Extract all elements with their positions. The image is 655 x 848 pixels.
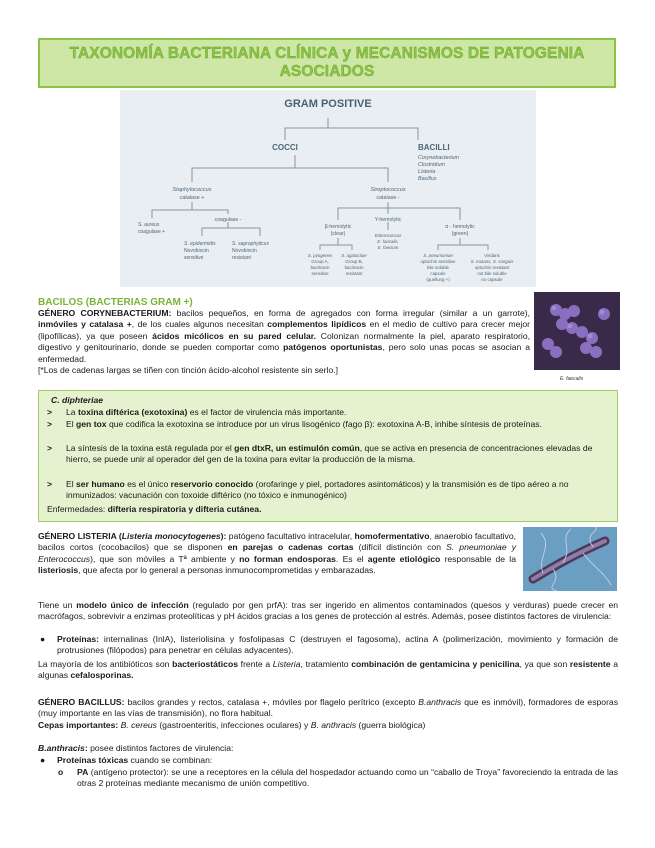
diagram-coag-neg: coagulase - (214, 217, 242, 223)
listeria-antibiotics-paragraph: La mayoría de los antibióticos son bacteriostáticos frente a Listeria, tratamiento combinación de gentamicina y penicilina, ya que son resistente a algunas cefalosporinas. (38, 659, 618, 681)
diagram-pneumoniae-4: capsule (430, 271, 446, 276)
diphtheriae-footer: Enfermedades: difteria respiratoria y difteria cutánea. (47, 504, 262, 514)
diagram-svg (120, 90, 536, 287)
diagram-sapro-3: resistant (232, 255, 251, 261)
diagram-pneumoniae-2: optochin sensitive (420, 259, 456, 264)
diagram-bacilli-label: BACILLI (418, 143, 450, 152)
bacteria-micrograph-image (534, 292, 620, 370)
diagram-gamma: Y-hemolytic (374, 217, 402, 223)
diagram-entero: Enterococcus (374, 233, 402, 238)
listeria-infection-paragraph: Tiene un modelo único de infección (regulado por gen prfA): tras ser ingerido en alimentos contaminados (quesos y verduras) puede crecer en macrófagos, sobrevivir a enzimas proteolíticas y pH ácidos gracias a los genes de protección al estrés. Además, posee distintos factores de virulencia: (38, 600, 619, 622)
diagram-epi-3: sensitive (184, 255, 204, 261)
diagram-alpha: α - hemolytic (445, 224, 475, 230)
diagram-bacilli-item: Clostridium (418, 162, 445, 168)
diagram-staph-label: Staphylococcus (172, 187, 212, 193)
diagram-pyogenes: S. pyogenes (307, 253, 333, 258)
diagram-alpha-sub: (green) (451, 231, 469, 237)
diagram-cocci-label: COCCI (272, 143, 298, 152)
diagram-viridans-2: S. mutans, S. sanguis (470, 259, 514, 264)
section-heading-bacilos: BACILOS (BACTERIAS GRAM +) (38, 297, 193, 308)
diagram-bacilli-item: Bacillus (418, 176, 437, 182)
diagram-epi-2: Novobiocin (184, 248, 209, 254)
diagram-viridans-3: optochin resistant (474, 265, 510, 270)
diagram-pneumoniae-5: (quellung +) (426, 277, 450, 282)
diagram-beta: β-hemolytic (324, 224, 352, 230)
listeria-image (523, 527, 617, 591)
anthracis-paragraph: B.anthracis: posee distintos factores de virulencia: (38, 743, 234, 753)
diagram-entero-2: E. faecalis, (377, 239, 399, 244)
diagram-pneumoniae-3: bile soluble (427, 265, 449, 270)
diagram-aureus-sub: coagulase + (138, 229, 166, 235)
diagram-aureus: S. aureus (138, 222, 160, 228)
diagram-pneumoniae: S. pneumoniae (423, 253, 453, 258)
gram-positive-diagram (120, 90, 536, 287)
diagram-agalactiae: S. agalactiae (341, 253, 367, 258)
diagram-agalactiae-3: bacitracin (344, 265, 364, 270)
bacillus-paragraph: GÉNERO BACILLUS: bacilos grandes y rectos, catalasa +, móviles por flagelo perítrico (excepto B.anthracis que es inmóvil), formadores de esporas (muy importante en las vías de transmisión), no flora habitual. Cepas importantes: B. cereus (gastroenteritis, infecciones oculares) y B. anthracis (guerra biológica) (38, 697, 619, 730)
diphtheriae-title: C. diphteriae (51, 395, 104, 405)
title-banner (38, 38, 616, 88)
diagram-root-label: GRAM POSITIVE (284, 98, 372, 110)
diagram-viridans: Viridans (484, 253, 500, 258)
diagram-pyogenes-4: sensitive (311, 271, 329, 276)
diagram-sapro-2: Novobiocin (232, 248, 257, 254)
diagram-agalactiae-2: Group B, (345, 259, 363, 264)
diagram-beta-sub: (clear) (330, 231, 346, 237)
diagram-pyogenes-3: bacitracin (310, 265, 330, 270)
diagram-entero-3: E. faecium (377, 245, 399, 250)
photo-caption: E. faecalis (560, 376, 584, 382)
diagram-viridans-4: not bile soluble (477, 271, 507, 276)
diagram-pyogenes-2: Group A, (311, 259, 329, 264)
diagram-bacilli-item: Listeria (418, 169, 436, 175)
diagram-epi: S. epidermidis (184, 241, 216, 247)
document-page: TAXONOMÍA BACTERIANA CLÍNICA y MECANISMOS DE PATOGENIA ASOCIADOS GRAM POSITIVE COCCI BACILLI Corynebacterium Clostridium Listeria Bacillus Staphylococcus catalase + Streptococcus catalase - S. aureus coagulase + coagulase - S. epidermidis Novobiocin sensitive S. saprophyticus Novobiocin resistant β-hemolytic (clear) Y-hemolytic α - hemolytic (green) Enterococcus E. faecalis, E. faecium S. pyogenes Group A, bacitracin sensitive S. agalactiae Group B, bacitracin resistant S. pneumoniae optochin sensitive bile soluble capsule (quellung +) Viridans S. mutans, S. sanguis optochin resistant not bile soluble no capsule BACILOS (BACTERIAS GRAM +) GÉNERO CORYNEBACTERIUM: bacilos pequeños, en forma de agregados con forma irregular (similar a un garrote), inmóviles y catalasa +, de los cuales algunos necesitan complementos lipídicos en el medio de cultivo para crecer mejor (lipofílicas), ya que poseen ácidos micólicos en su pared celular. Colonizan normalmente la piel, aparato respiratorio, digestivo y genitourinario, donde se pueden comportar como patógenos oportunistas, pero solo unas pocas se asocian a enfermedad. [*Los de cadenas largas se tiñen con tinción ácido-alcohol resistente sin serlo.] E. faecalis C. diphteriae > La toxina diftérica (exotoxina) es el factor de virulencia más importante. > El gen tox que codifica la exotoxina se introduce por un virus lisogénico (fago β): exotoxina A-B, inhibe síntesis de proteínas. > La síntesis de la toxina está regulada por el gen dtxR, un estimulón común, que se activa en presencia de concentraciones elevadas de hierro, se puede unir al operador del gen de la toxina para evitar la producción de la misma. > El ser humano es el único reservorio conocido (orofaringe y piel, portadores asintomáticos) y la transmisión es de tipo aéreo a no inmunizados: vacunación con toxoide diftérico (no tóxico e inmunogénico) Enfermedades: difteria respiratoria y difteria cutánea. GÉNERO LISTERIA (Listeria monocytogenes): patógeno facultativo intracelular, homofermentativo, anaerobio facultativo, bacilos cortos (cocobacilos) que se disponen en parejas o cadenas cortas (difícil distinción con S. pneumoniae y Enterococcus), que son móviles a Tª ambiente y no forman endosporas. Es el agente etiológico responsable de la listeriosis, que afecta por lo general a personas inmunocomprometidas y embarazadas. Tiene un modelo único de infección (regulado por gen prfA): tras ser ingerido en alimentos contaminados (quesos y verduras) puede crecer en macrófagos, sobrevivir a enzimas proteolíticas y pH ácidos gracias a los genes de protección al estrés. Además, posee distintos factores de virulencia: ● Proteínas: internalinas (InlA), listeriolisina y fosfolipasas C (destruyen el fagosoma), actina A (polimerización, movimiento y formación de protrusiones (filópodos) para penetrar en células adyacentes). La mayoría de los antibióticos son bacteriostáticos frente a Listeria, tratamiento combinación de gentamicina y penicilina, ya que son resistente a algunas cefalosporinas. GÉNERO BACILLUS: bacilos grandes y rectos, catalasa +, móviles por flagelo perítrico (excepto B.anthracis que es inmóvil), formadores de esporas (muy importante en las vías de transmisión), no flora habitual. Cepas importantes: B. cereus (gastroenteritis, infecciones oculares) y B. anthracis (guerra biológica) B.anthracis: posee distintos factores de virulencia: ● Proteínas tóxicas cuando se combinan: o PA (antígeno protector): se une a receptores en la célula del hospedador actuando como un “caballo de Troya” favoreciendo la entrada de las otras 2 proteínas mediante mecanismo de unión competitivo. (0, 0, 655, 848)
diagram-strep-label: Streptococcus (370, 187, 406, 193)
listeria-paragraph: GÉNERO LISTERIA (Listeria monocytogenes): patógeno facultativo intracelular, homofermentativo, anaerobio facultativo, bacilos cortos (cocobacilos) que se disponen en parejas o cadenas cortas (difícil distinción con S. pneumoniae y Enterococcus), que son móviles a Tª ambiente y no forman endosporas. Es el agente etiológico responsable de la listeriosis, que afecta por lo general a personas inmunocomprometidas y embarazadas. (38, 531, 516, 576)
diagram-strep-sub: catalase - (376, 195, 400, 201)
diphtheriae-box: C. diphteriae > La toxina diftérica (exotoxina) es el factor de virulencia más importante. > El gen tox que codifica la exotoxina se introduce por un virus lisogénico (fago β): exotoxina A-B, inhibe síntesis de proteínas. > La síntesis de la toxina está regulada por el gen dtxR, un estimulón común, que se activa en presencia de concentraciones elevadas de hierro, se puede unir al operador del gen de la toxina para evitar la producción de la misma. > El ser humano es el único reservorio conocido (orofaringe y piel, portadores asintomáticos) y la transmisión es de tipo aéreo a no inmunizados: vacunación con toxoide diftérico (no tóxico e inmunogénico) Enfermedades: difteria respiratoria y difteria cutánea. (38, 390, 618, 522)
diagram-viridans-5: no capsule (481, 277, 503, 282)
diagram-staph-sub: catalase + (179, 195, 205, 201)
corynebacterium-paragraph: GÉNERO CORYNEBACTERIUM: bacilos pequeños, en forma de agregados con forma irregular (similar a un garrote), inmóviles y catalasa +, de los cuales algunos necesitan complementos lipídicos en el medio de cultivo para crecer mejor (lipofílicas), ya que poseen ácidos micólicos en su pared celular. Colonizan normalmente la piel, aparato respiratorio, digestivo y genitourinario, donde se pueden comportar como patógenos oportunistas, pero solo unas pocas se asocian a enfermedad. [*Los de cadenas largas se tiñen con tinción ácido-alcohol resistente sin serlo.] (38, 308, 530, 376)
diagram-bacilli-item: Corynebacterium (418, 155, 460, 161)
diagram-agalactiae-4: resistant (345, 271, 363, 276)
page-title: TAXONOMÍA BACTERIANA CLÍNICA y MECANISMOS DE PATOGENIA ASOCIADOS (69, 45, 585, 80)
diagram-sapro: S. saprophyticus (232, 241, 269, 247)
